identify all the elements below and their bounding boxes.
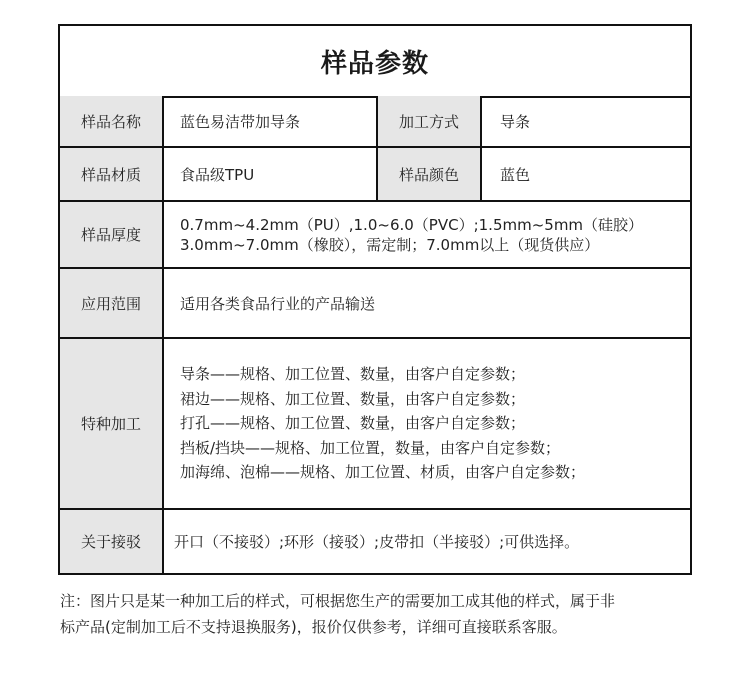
value-line: 加海绵、泡棉——规格、加工位置、材质，由客户自定参数； [180, 463, 586, 482]
value-line: 0.7mm~4.2mm（PU）,1.0~6.0（PVC）;1.5mm~5mm（硅胶） [180, 215, 644, 234]
table-row [60, 269, 690, 339]
row-label: 样品颜色 [378, 148, 482, 200]
row-value: 适用各类食品行业的产品输送 [180, 294, 376, 313]
row-value: 开口（不接驳）;环形（接驳）;皮带扣（半接驳）;可供选择。 [174, 533, 580, 551]
footnote [60, 588, 700, 640]
spec-table [58, 24, 692, 575]
footnote-line: 标产品(定制加工后不支持退换服务)，报价仅供参考，详细可直接联系客服。 [60, 618, 567, 636]
row-value: 蓝色 [500, 165, 531, 184]
row-label: 样品厚度 [60, 202, 164, 267]
row-value [164, 339, 690, 508]
table-row [60, 148, 690, 202]
value-line: 打孔——规格、加工位置、数量，由客户自定参数； [180, 414, 526, 433]
table-title: 样品参数 [60, 26, 690, 98]
table-row [60, 510, 690, 573]
row-value: 蓝色易洁带加导条 [164, 96, 378, 146]
row-label: 样品名称 [60, 96, 164, 146]
row-label: 关于接驳 [60, 510, 164, 573]
footnote-line: 注：图片只是某一种加工后的样式，可根据您生产的需要加工成其他的样式，属于非 [60, 592, 616, 610]
value-line: 导条——规格、加工位置、数量，由客户自定参数； [180, 365, 526, 384]
row-label: 样品材质 [60, 148, 164, 200]
row-label: 加工方式 [378, 96, 482, 146]
table-row [60, 339, 690, 510]
value-line: 3.0mm~7.0mm（橡胶），需定制；7.0mm以上（现货供应） [180, 235, 600, 254]
row-value: 食品级TPU [164, 148, 378, 200]
value-line: 裙边——规格、加工位置、数量，由客户自定参数； [180, 389, 526, 408]
row-label: 特种加工 [60, 339, 164, 508]
table-row [60, 202, 690, 269]
row-value [164, 202, 690, 267]
table-row [60, 96, 690, 148]
row-label: 应用范围 [60, 269, 164, 337]
value-line: 挡板/挡块——规格、加工位置，数量，由客户自定参数； [180, 438, 561, 457]
row-value: 导条 [500, 112, 531, 131]
